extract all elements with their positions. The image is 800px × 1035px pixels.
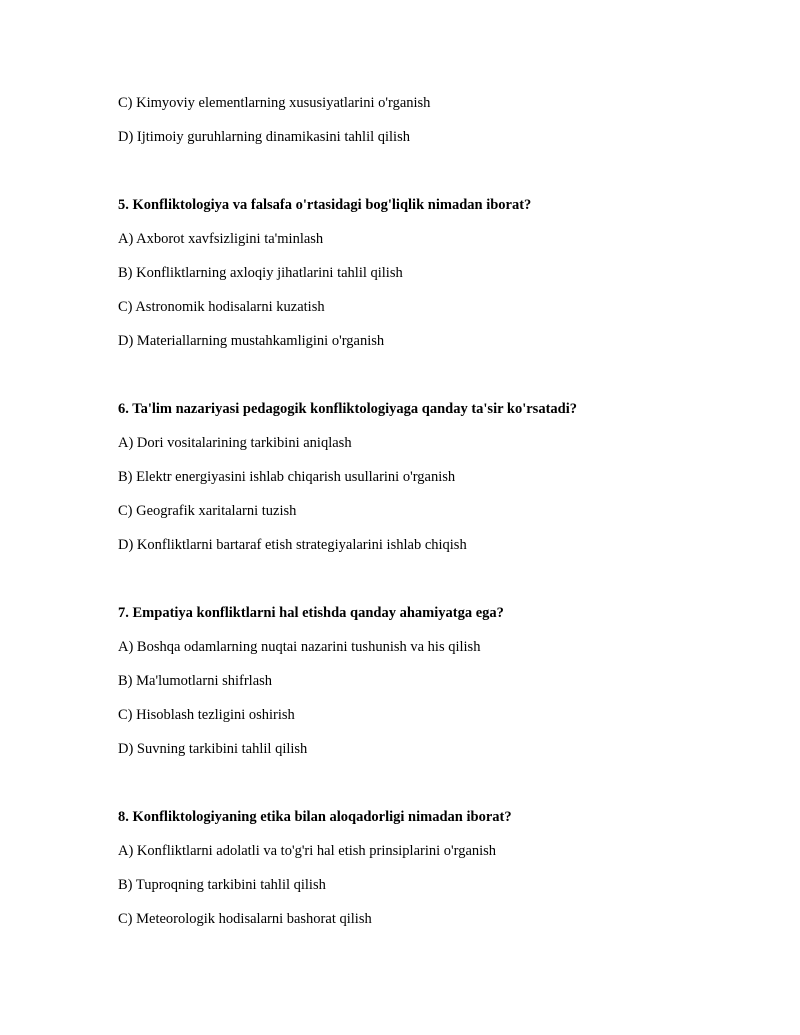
option-line: D) Konfliktlarni bartaraf etish strategiyalarini ishlab chiqish [118,537,467,553]
question-title: 6. Ta'lim nazariyasi pedagogik konfliktologiyaga qanday ta'sir ko'rsatadi? [118,401,577,417]
question-title: 7. Empatiya konfliktlarni hal etishda qanday ahamiyatga ega? [118,605,504,621]
document-page [118,94,758,944]
option-line: B) Tuproqning tarkibini tahlil qilish [118,877,326,893]
option-line: A) Konfliktlarni adolatli va to'g'ri hal etish prinsiplarini o'rganish [118,843,497,859]
option-line: A) Axborot xavfsizligini ta'minlash [118,231,324,247]
option-line: B) Elektr energiyasini ishlab chiqarish usullarini o'rganish [118,469,456,485]
question-title: 8. Konfliktologiyaning etika bilan aloqadorligi nimadan iborat? [118,809,512,825]
option-line: C) Geografik xaritalarni tuzish [118,503,297,519]
option-line: C) Meteorologik hodisalarni bashorat qilish [118,911,372,927]
option-line: A) Dori vositalarining tarkibini aniqlash [118,435,352,451]
question-title: 5. Konfliktologiya va falsafa o'rtasidagi bog'liqlik nimadan iborat? [118,197,532,213]
option-line: B) Ma'lumotlarni shifrlash [118,673,273,689]
option-line: C) Kimyoviy elementlarning xususiyatlarini o'rganish [118,95,431,111]
option-line: D) Ijtimoiy guruhlarning dinamikasini tahlil qilish [118,129,410,145]
option-line: A) Boshqa odamlarning nuqtai nazarini tushunish va his qilish [118,639,481,655]
option-line: D) Suvning tarkibini tahlil qilish [118,741,308,757]
option-line: C) Astronomik hodisalarni kuzatish [118,299,325,315]
option-line: B) Konfliktlarning axloqiy jihatlarini tahlil qilish [118,265,403,281]
option-line: D) Materiallarning mustahkamligini o'rganish [118,333,385,349]
option-line: C) Hisoblash tezligini oshirish [118,707,295,723]
